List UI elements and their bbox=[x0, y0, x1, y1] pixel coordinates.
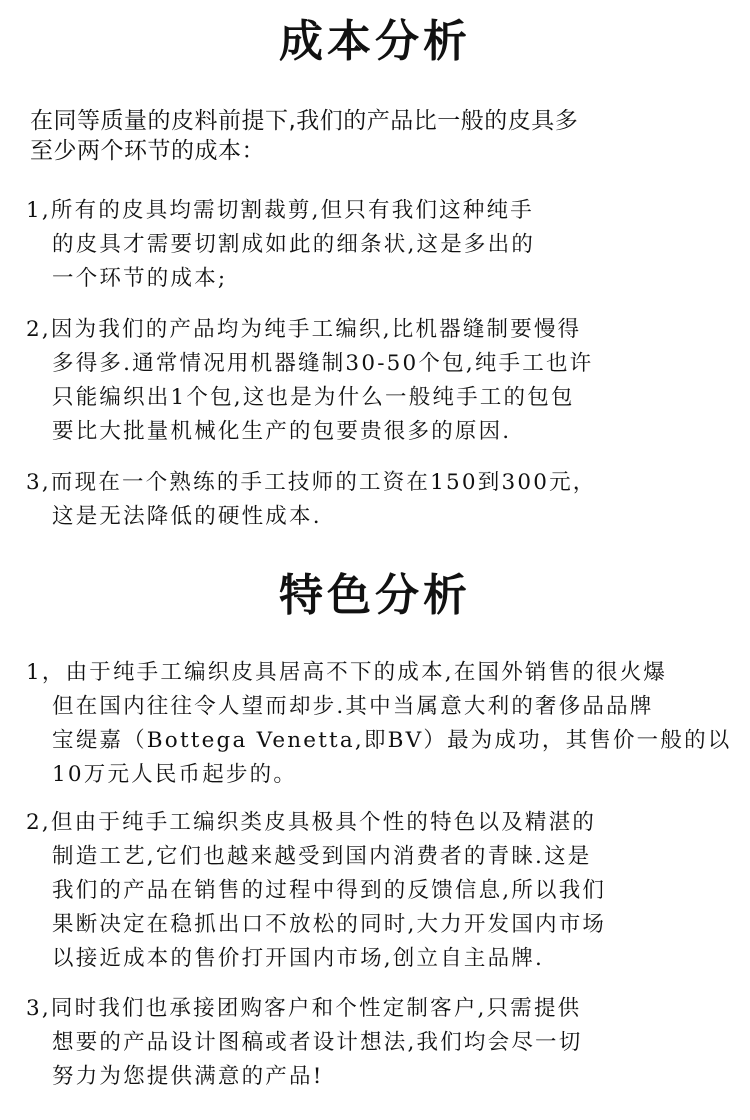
feature-point-line: 想要的产品设计图稿或者设计想法,我们均会尽一切 bbox=[52, 1030, 583, 1055]
cost-analysis-title: 成本分析 bbox=[279, 16, 471, 67]
feature-analysis-title: 特色分析 bbox=[279, 570, 471, 621]
cost-point-line: 这是无法降低的硬性成本. bbox=[52, 504, 322, 529]
feature-point-line: 10万元人民币起步的。 bbox=[52, 762, 298, 787]
cost-intro bbox=[30, 106, 730, 166]
cost-point-line: 要比大批量机械化生产的包要贵很多的原因. bbox=[52, 419, 512, 444]
feature-point-line: 努力为您提供满意的产品! bbox=[52, 1064, 324, 1089]
feature-point-3 bbox=[26, 992, 736, 1094]
cost-intro-line: 至少两个环节的成本： bbox=[30, 138, 265, 164]
cost-point-line: 只能编织出1个包,这也是为什么一般纯手工的包包 bbox=[52, 385, 575, 410]
feature-point-1 bbox=[26, 656, 736, 792]
feature-point-line: 以接近成本的售价打开国内市场,创立自主品牌. bbox=[52, 946, 545, 971]
feature-point-line: 但在国内往往令人望而却步.其中当属意大利的奢侈品品牌 bbox=[52, 694, 654, 719]
feature-point-line: 1，由于纯手工编织皮具居高不下的成本,在国外销售的很火爆 bbox=[26, 660, 668, 685]
feature-point-line: 果断决定在稳抓出口不放松的同时,大力开发国内市场 bbox=[52, 912, 607, 937]
feature-point-line: 2,但由于纯手工编织类皮具极具个性的特色以及精湛的 bbox=[26, 810, 597, 835]
feature-point-2 bbox=[26, 806, 736, 976]
cost-point-1 bbox=[26, 194, 736, 296]
cost-point-3 bbox=[26, 466, 736, 534]
feature-point-line: 制造工艺,它们也越来越受到国内消费者的青睐.这是 bbox=[52, 844, 592, 869]
cost-point-line: 的皮具才需要切割成如此的细条状,这是多出的 bbox=[52, 232, 536, 257]
feature-point-line: 3,同时我们也承接团购客户和个性定制客户,只需提供 bbox=[26, 996, 582, 1021]
cost-intro-line: 在同等质量的皮料前提下,我们的产品比一般的皮具多 bbox=[30, 108, 579, 134]
feature-point-line: 宝缇嘉（Bottega Venetta,即BV）最为成功，其售价一般的以 bbox=[52, 728, 732, 753]
cost-point-line: 一个环节的成本; bbox=[52, 266, 228, 291]
cost-point-2 bbox=[26, 313, 736, 449]
feature-point-line: 我们的产品在销售的过程中得到的反馈信息,所以我们 bbox=[52, 878, 607, 903]
cost-point-line: 1,所有的皮具均需切割裁剪,但只有我们这种纯手 bbox=[26, 198, 534, 223]
cost-point-line: 多得多.通常情况用机器缝制30-50个包,纯手工也许 bbox=[52, 351, 594, 376]
cost-point-line: 2,因为我们的产品均为纯手工编织,比机器缝制要慢得 bbox=[26, 317, 582, 342]
cost-point-line: 3,而现在一个熟练的手工技师的工资在150到300元， bbox=[26, 470, 597, 495]
